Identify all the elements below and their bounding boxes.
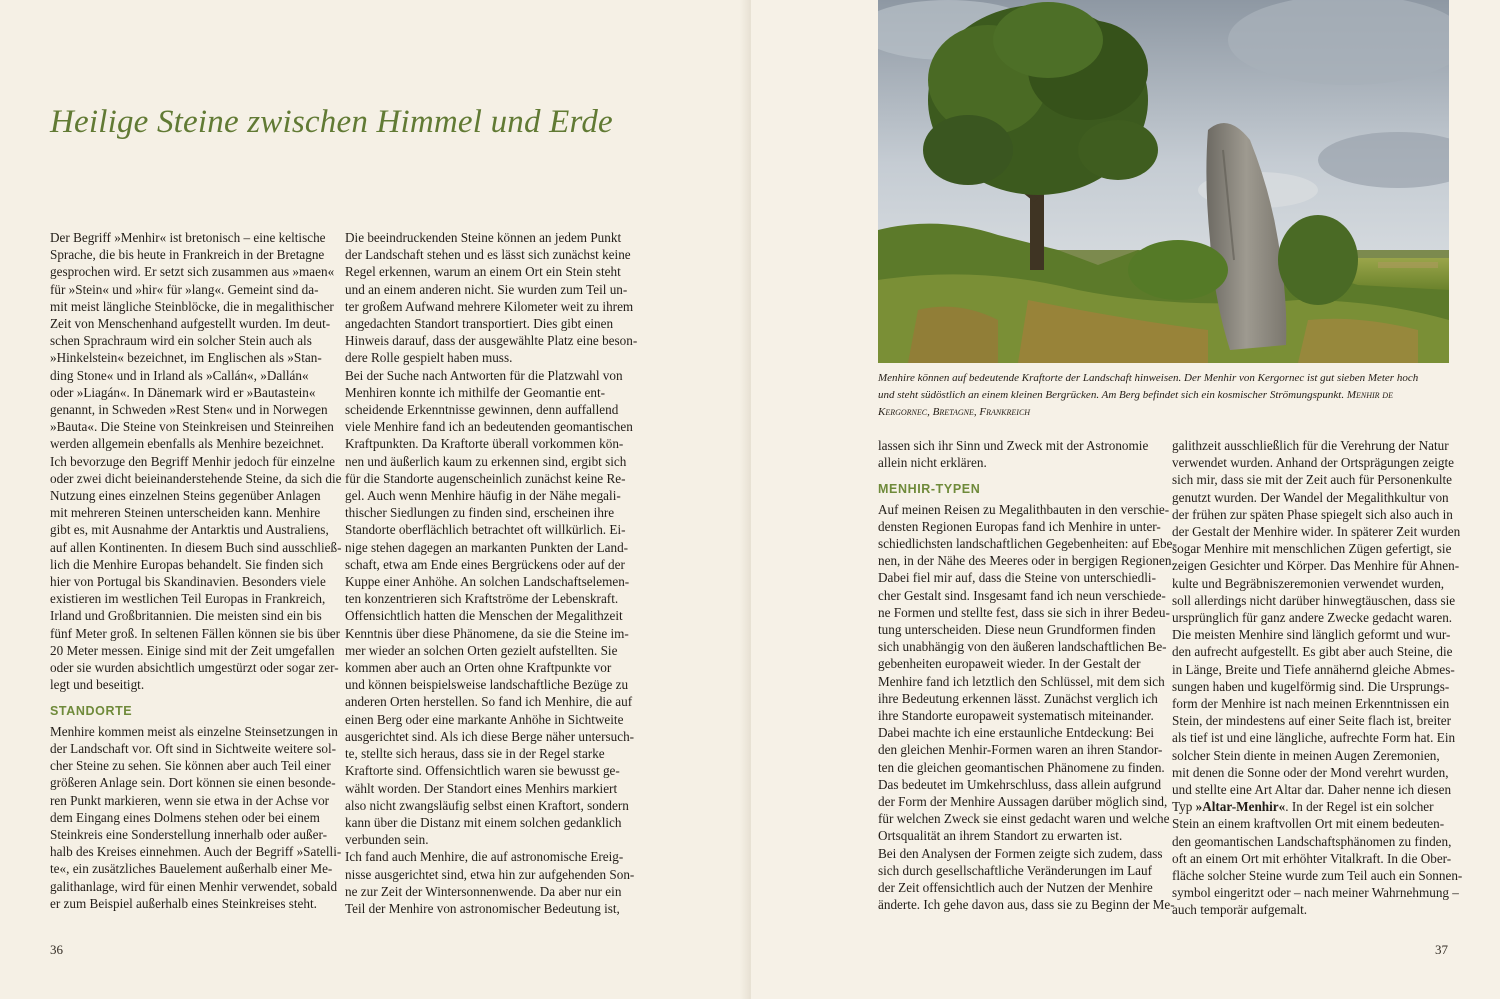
text-line: Teil der Menhire von astronomischer Bedeutung ist, xyxy=(345,900,620,916)
text-line: dere Rolle gespielt haben muss. xyxy=(345,350,513,366)
text-line: kulte und Begräbniszeremonien verwendet wurden, xyxy=(1172,575,1445,591)
text-line: Zeit von Menschenhand aufgestellt wurden. Im deut- xyxy=(50,316,331,332)
text-line: sich mir, dass sie mit der Zeit auch für Personenkulte xyxy=(1172,472,1453,488)
caption-line: Menhire können auf bedeutende Kraftorte der Landschaft hinweisen. Der Menhir von Kergornec ist gut sieben Meter hoch xyxy=(878,372,1419,384)
text-line: fläche solcher Steine wurde zum Teil auch ein Sonnen- xyxy=(1172,868,1463,884)
text-line: gibt es, mit Ausnahme der Antarktis und Australiens, xyxy=(50,522,329,538)
altar-menhir-line: Typ »Altar-Menhir«. In der Regel ist ein solcher xyxy=(1172,799,1434,815)
text-line: der Gestalt der Menhire wider. In späterer Zeit wurden xyxy=(1172,524,1461,540)
text-line: größeren Anlage sein. Dort können sie einen besonde- xyxy=(50,775,336,791)
text-line: Kraftorte sind. Offensichtlich waren sie bewusst ge- xyxy=(345,763,620,779)
text-line: genutzt wurden. Der Wandel der Megalithkultur von xyxy=(1172,489,1449,505)
page-number-left: 36 xyxy=(50,942,63,957)
text-line: mit meist längliche Steinblöcke, die in megalithischer xyxy=(50,298,334,314)
text-column-4 xyxy=(1172,437,1463,919)
text-line: Kraftpunkten. Da Kraftorte überall vorkommen kön- xyxy=(345,436,624,452)
text-line: Nutzung eines einzelnen Steins gegenüber Anlagen xyxy=(50,488,321,504)
text-line: Ich bevorzuge den Begriff Menhir jedoch für einzelne xyxy=(50,453,335,469)
text-line: Irland und Großbritannien. Die meisten sind ein bis xyxy=(50,608,322,624)
text-line: fünf Meter groß. In seltenen Fällen können sie bis über xyxy=(50,625,341,641)
text-line: Kenntnis über diese Phänomene, da sie die Steine im- xyxy=(345,625,629,641)
text-line: oder sie wurden absichtlich umgestürzt oder sogar zer- xyxy=(50,660,339,676)
text-line: Ortsqualität an ihrem Standort zu erwarten ist. xyxy=(878,828,1123,844)
text-line: Sprache, die bis heute in Frankreich in der Bretagne xyxy=(50,247,325,263)
text-line: Menhire kommen meist als einzelne Steinsetzungen in xyxy=(50,723,338,739)
text-line: in Länge, Breite und Tiefe annähernd gleiche Abmes- xyxy=(1172,661,1455,677)
text-line: ausgerichtet sind. Als ich diese Berge näher untersuch- xyxy=(345,728,635,744)
section-heading-menhir-typen: MENHIR-TYPEN xyxy=(878,482,981,497)
text-line: Stein, der mindestens auf einer Seite flach ist, breiter xyxy=(1172,713,1452,729)
text-line: galithanlage, wird für einen Menhir verwendet, sobald xyxy=(50,878,338,894)
text-column-1 xyxy=(50,229,342,912)
caption-credit: Kergornec, Bretagne, Frankreich xyxy=(878,406,1031,419)
text-line: auch temporär aufgemalt. xyxy=(1172,902,1308,918)
caption-credit: Menhir de xyxy=(1346,389,1393,402)
text-line: schen Sprachraum wird ein solcher Stein auch als xyxy=(50,333,312,349)
caption-line: und steht südöstlich an einem kleinen Bergrücken. Am Berg befindet sich ein kosmischer Strömungspunkt. Menhir de xyxy=(878,389,1393,402)
text-line: oft an einem Ort mit erhöhter Vitalkraft. In die Ober- xyxy=(1172,850,1452,866)
text-line: einen Berg oder eine markante Anhöhe in Sichtweite xyxy=(345,711,624,727)
text-line: sich durch gesellschaftliche Veränderungen im Lauf xyxy=(878,862,1153,878)
altar-menhir-term: »Altar-Menhir« xyxy=(1195,799,1286,815)
text-line: ten die gleichen geomantischen Phänomene zu finden. xyxy=(878,759,1165,775)
text-line: Das bedeutet im Umkehrschluss, dass allein aufgrund xyxy=(878,776,1162,792)
menhir-typen-paragraph xyxy=(878,501,1177,914)
text-line: Dabei fiel mir auf, dass die Steine von unterschiedli- xyxy=(878,570,1156,586)
text-line: nisse ausgerichtet sind, etwa hin zur aufgehenden Son- xyxy=(345,866,635,882)
text-line: oder zwei dicht beieinanderstehende Steine, da sich die xyxy=(50,470,342,486)
text-line: mit mehreren Steinen unterscheiden kann. Menhire xyxy=(50,505,321,521)
text-line: er zum Beispiel außerhalb eines Steinkreises steht. xyxy=(50,895,317,911)
text-line: zeigen Gesichter und Körper. Das Menhire für Ahnen- xyxy=(1172,558,1460,574)
text-line: den geomantischen Landschaftsphänomen zu finden, xyxy=(1172,833,1452,849)
text-line: Auf meinen Reisen zu Megalithbauten in den verschie- xyxy=(878,501,1170,517)
text-line: der Landschaft vor. Oft sind in Sichtweite weitere sol- xyxy=(50,740,337,756)
text-line: form der Menhire ist nach meinen Erkenntnissen ein xyxy=(1172,696,1450,712)
text-line: werden allgemein ebenfalls als Menhire bezeichnet. xyxy=(50,436,324,452)
text-line: der Landschaft stehen und es lässt sich zunächst keine xyxy=(345,247,631,263)
text-line: Stein an einem kraftvollen Ort mit einem bedeuten- xyxy=(1172,816,1445,832)
text-line: tung unterscheiden. Diese neun Grundformen finden xyxy=(878,622,1156,638)
text-line: Standorte oberflächlich betrachtet oft willkürlich. Ei- xyxy=(345,522,626,538)
text-line: Kuppe einer Anhöhe. An solchen Landschaftselemen- xyxy=(345,574,630,590)
text-line: anderen Orten herstellen. So fand ich Menhire, die auf xyxy=(345,694,633,710)
text-line: solcher Stein diente in meinen Augen Zeremonien, xyxy=(1172,747,1440,763)
text-line: mer wieder an solchen Orten gezielt aufstellten. Sie xyxy=(345,642,618,658)
text-line: gebenheiten europaweit wieder. In der Gestalt der xyxy=(878,656,1141,672)
text-line: cher Steine zu sehen. Sie können aber auch Teil einer xyxy=(50,758,331,774)
page-title: Heilige Steine zwischen Himmel und Erde xyxy=(50,104,613,140)
text-line: ter großem Aufwand mehrere Kilometer weit zu ihrem xyxy=(345,298,634,314)
text-column-2 xyxy=(345,229,638,917)
text-line: lassen sich ihr Sinn und Zweck mit der Astronomie xyxy=(878,438,1149,453)
text-line: existieren im westlichen Teil Europas in Frankreich, xyxy=(50,591,326,607)
text-line: symbol eingeritzt oder – nach meiner Wahrnehmung – xyxy=(1172,885,1459,901)
text-line: 20 Meter messen. Einige sind mit der Zeit umgefallen xyxy=(50,642,335,658)
text-line: und können beispielsweise landschaftliche Bezüge zu xyxy=(345,677,629,693)
text-line: schiedlichsten landschaftlichen Gegebenheiten: auf Ebe- xyxy=(878,536,1177,552)
text-line: nen und äußerlich kaum zu erkennen sind, ergibt sich xyxy=(345,453,627,469)
left-page xyxy=(0,0,749,999)
text-line: sogar Menhire mit menschlichen Zügen gefertigt, sie xyxy=(1172,541,1452,557)
text-line: galithzeit ausschließlich für die Verehrung der Natur xyxy=(1172,438,1449,453)
text-line: ursprünglich für ganz andere Zwecke gedacht waren. xyxy=(1172,610,1453,626)
text-line: sich unabhängig von den äußeren landschaftlichen Be- xyxy=(878,639,1167,655)
text-line: der Zeit offensichtlich auch der Nutzen der Menhire xyxy=(878,880,1153,896)
text-line: Die beeindruckenden Steine können an jedem Punkt xyxy=(345,230,622,245)
text-column-3 xyxy=(878,437,1177,913)
text-line: »Hinkelstein« bezeichnet, im Englischen als »Stan- xyxy=(50,350,322,366)
text-line: Menhire fand ich letztlich den Schlüssel, mit dem sich xyxy=(878,673,1165,689)
text-line: viele Menhire fand ich an bedeutenden geomantischen xyxy=(345,419,633,435)
menhir-photo xyxy=(878,0,1449,363)
text-line: Offensichtlich hatten die Menschen der Megalithzeit xyxy=(345,608,623,624)
text-line: Ich fand auch Menhire, die auf astronomische Ereig- xyxy=(345,849,624,865)
text-line: kann über die Distanz mit einem solchen gedanklich xyxy=(345,814,622,830)
text-line: für welchen Zweck sie einst gedacht waren und welche xyxy=(878,811,1170,827)
intro-paragraph xyxy=(50,229,342,693)
text-line: gesprochen wird. Er setzt sich zusammen aus »maen« xyxy=(50,264,335,280)
text-line: scheidende Erkenntnisse gewinnen, denn auffallend xyxy=(345,402,619,418)
text-line: dem Eingang eines Dolmens stehen oder bei einem xyxy=(50,809,320,825)
text-line: Regel erkennen, warum an einem Ort ein Stein steht xyxy=(345,264,621,280)
text-line: wählt worden. Der Standort eines Menhirs markiert xyxy=(345,780,618,796)
text-line: und an einem anderen nicht. Sie wurden zum Teil un- xyxy=(345,281,628,297)
text-line: oder »Liagán«. In Dänemark wird er »Bautastein« xyxy=(50,384,316,400)
text-line: Die meisten Menhire sind länglich geformt und wur- xyxy=(1172,627,1451,643)
text-line: für die Standorte augenscheinlich zunächst keine Re- xyxy=(345,470,626,486)
text-line: mit denen die Sonne oder der Mond verehrt wurden, xyxy=(1172,764,1449,780)
text-line: verbunden sein. xyxy=(345,832,429,848)
text-line: den gleichen Menhir-Formen waren an ihren Standor- xyxy=(878,742,1163,758)
text-line: cher Gestalt sind. Insgesamt fand ich neun verschiede- xyxy=(878,587,1166,603)
text-line: gel. Auch wenn Menhire häufig in der Nähe megali- xyxy=(345,488,621,504)
text-line: genannt, in Schweden »Rest Sten« und in Norwegen xyxy=(50,402,328,418)
text-line: schaft, etwa am Ende eines Bergrückens oder auf der xyxy=(345,556,625,572)
text-line: lich die Menhire Europas behandelt. Sie finden sich xyxy=(50,556,324,572)
text-line: Steinkreis eine Sonderstellung innerhalb oder außer- xyxy=(50,826,327,842)
text-line: halb des Kreises einnehmen. Auch der Begriff »Satelli- xyxy=(50,844,342,860)
text-line: Bei der Suche nach Antworten für die Platzwahl von xyxy=(345,367,623,383)
text-line: Bei den Analysen der Formen zeigte sich zudem, dass xyxy=(878,845,1163,861)
text-line: ihre Bedeutung erkennen lässt. Zunächst verglich ich xyxy=(878,690,1158,706)
page-number-right: 37 xyxy=(1435,942,1448,957)
forms-paragraph xyxy=(1172,437,1461,798)
text-line: auf allen Kontinenten. In diesem Buch sind ausschließ- xyxy=(50,539,342,555)
text-line: änderte. Ich gehe davon aus, dass sie zu Beginn der Me- xyxy=(878,897,1175,913)
text-line: ne Formen und stellte fest, dass sie sich in ihrer Bedeu- xyxy=(878,604,1170,620)
text-line: und stellte eine Art Altar dar. Daher nenne ich diesen xyxy=(1172,782,1452,798)
text-line: Hinweis darauf, dass der ausgewählte Platz eine beson- xyxy=(345,333,638,349)
text-line: sungen haben und kugelförmig sind. Die Ursprungs- xyxy=(1172,678,1450,694)
text-line: legt und beseitigt. xyxy=(50,677,145,693)
text-line: angedachten Standort transportiert. Dies gibt einen xyxy=(345,316,614,332)
text-line: densten Regionen Europas fand ich Menhire in unter- xyxy=(878,518,1161,534)
location-paragraph xyxy=(345,229,638,917)
text-line: kommen aber auch an Orten ohne Kraftpunkte vor xyxy=(345,660,612,676)
text-line: Dabei machte ich eine erstaunliche Entdeckung: Bei xyxy=(878,725,1155,741)
text-line: der frühen zur späten Phase spiegelt sich also auch in xyxy=(1172,506,1453,522)
text-line: te«, ein zusätzliches Bauelement außerhalb einer Me- xyxy=(50,861,333,877)
text-line: thischer Siedlungen zu finden sind, erscheinen ihre xyxy=(345,505,615,521)
text-line: ren Punkt markieren, wenn sie etwa in der Achse vor xyxy=(50,792,330,808)
text-line: ihre Standorte europaweit systematisch miteinander. xyxy=(878,708,1154,724)
text-line: der Form der Menhire Aussagen darüber möglich sind, xyxy=(878,794,1168,810)
text-line: Menhiren konnte ich mithilfe der Geomantie ent- xyxy=(345,384,606,400)
text-line: nen, in der Nähe des Meeres oder in bergigen Regionen. xyxy=(878,553,1175,569)
text-line: hier von Portugal bis Skandinavien. Besonders viele xyxy=(50,574,326,590)
text-line: ne zur Zeit der Wintersonnenwende. Da aber nur ein xyxy=(345,883,622,899)
text-line: als tief ist und eine längliche, aufrechte Form hat. Ein xyxy=(1172,730,1456,746)
photo-caption xyxy=(878,370,1449,422)
text-line: nige stehen dagegen an markanten Punkten der Land- xyxy=(345,539,629,555)
text-line: »Bauta«. Die Steine von Steinkreisen und Steinreihen xyxy=(50,419,334,435)
text-line: den aufrecht aufgestellt. Es gibt aber auch Steine, die xyxy=(1172,644,1453,660)
text-line: ding Stone« und in Irland als »Callán«, »Dallán« xyxy=(50,367,309,383)
text-line: Der Begriff »Menhir« ist bretonisch – eine keltische xyxy=(50,230,326,245)
standorte-paragraph xyxy=(50,723,342,912)
text-line: für »Stein« und »hir« für »lang«. Gemeint sind da- xyxy=(50,281,319,297)
text-line: verwendet wurden. Anhand der Ortsprägungen zeigte xyxy=(1172,455,1454,471)
text-line: allein nicht erklären. xyxy=(878,455,987,471)
forms-paragraph-end xyxy=(1172,815,1463,918)
text-line: ten konzentrieren sich Kraftströme der Lebenskraft. xyxy=(345,591,619,607)
text-line: te, stellte sich heraus, dass sie in der Regel starke xyxy=(345,746,605,762)
text-line: soll allerdings nicht darüber hinwegtäuschen, dass sie xyxy=(1172,592,1456,608)
text-line: also nicht zwangsläufig selbst einen Kraftort, sondern xyxy=(345,797,629,813)
section-heading-standorte: STANDORTE xyxy=(50,704,133,719)
continuation-paragraph xyxy=(878,437,1156,471)
